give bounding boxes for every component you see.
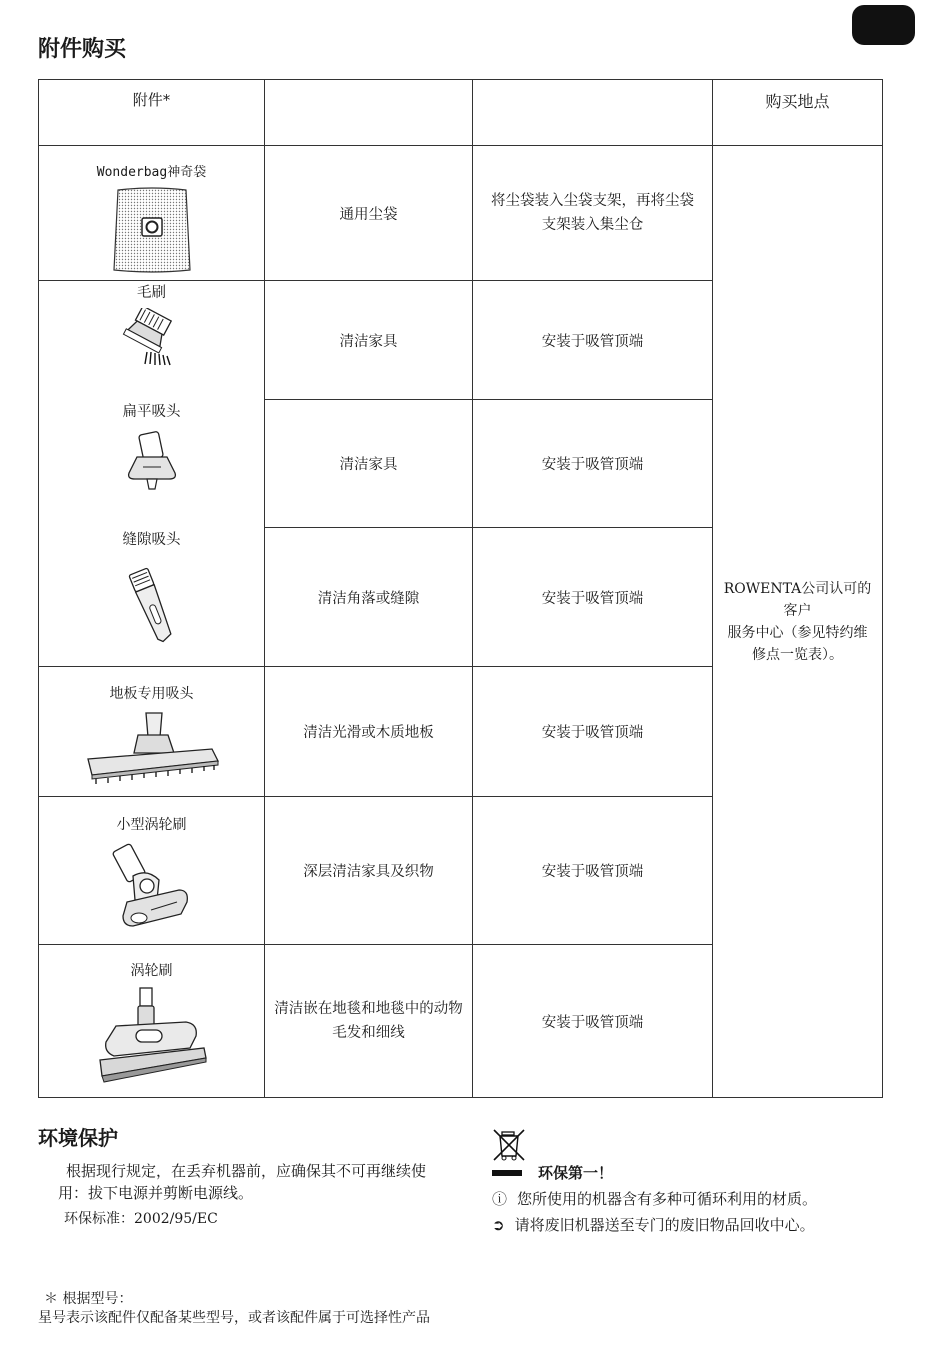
dusting-brush-icon bbox=[117, 308, 187, 368]
crossed-bin-icon bbox=[492, 1128, 526, 1162]
accessory-name: 缝隙吸头 bbox=[122, 532, 181, 548]
accessory-name: 毛刷 bbox=[137, 285, 166, 301]
header-col3 bbox=[473, 80, 713, 146]
page-title: 附件购买 bbox=[38, 37, 127, 62]
environment-line: 根据现行规定，在丢弃机器前，应确保其不可再继续使 bbox=[66, 1162, 427, 1180]
usage-cell: 清洁角落或缝隙 bbox=[265, 528, 473, 667]
accessory-cell bbox=[39, 797, 265, 945]
where-to-buy-cell bbox=[713, 146, 883, 1098]
eco-recycle-row bbox=[492, 1212, 817, 1238]
usage-cell: 清洁家具 bbox=[265, 281, 473, 400]
fitting-cell: 安装于吸管顶端 bbox=[473, 797, 713, 945]
eco-recycle-text: 请将废旧机器送至专门的废旧物品回收中心。 bbox=[514, 1216, 815, 1234]
accessory-name: 小型涡轮刷 bbox=[116, 816, 187, 833]
mini-turbo-brush-icon bbox=[107, 840, 197, 936]
footnote bbox=[38, 1290, 430, 1328]
fitting-cell: 安装于吸管顶端 bbox=[473, 281, 713, 400]
fitting-cell: 安装于吸管顶端 bbox=[473, 400, 713, 528]
arrow-icon: ➲ bbox=[492, 1216, 505, 1234]
fitting-cell: 安装于吸管顶端 bbox=[473, 528, 713, 667]
eco-slogan: 环保第一！ bbox=[538, 1164, 614, 1182]
turbo-brush-icon bbox=[92, 986, 212, 1090]
usage-cell: 清洁光滑或木质地板 bbox=[265, 667, 473, 797]
eco-info-text: 您所使用的机器含有多种可循环利用的材质。 bbox=[517, 1190, 818, 1208]
accessory-name: 扁平吸头 bbox=[122, 404, 181, 420]
accessories-table bbox=[38, 79, 883, 1098]
table-row bbox=[39, 146, 883, 281]
dust-bag-icon bbox=[112, 186, 192, 274]
header-col2 bbox=[265, 80, 473, 146]
fitting-line: 支架装入集尘仓 bbox=[541, 217, 644, 233]
usage-line: 清洁嵌在地毯和地毯中的动物 bbox=[274, 1001, 463, 1017]
environment-paragraph bbox=[58, 1160, 468, 1230]
environment-standard: 环保标准：2002/95/EC bbox=[64, 1211, 218, 1227]
accessory-cell bbox=[39, 146, 265, 281]
upholstery-nozzle-icon bbox=[117, 427, 187, 497]
where-line: 修点一览表）。 bbox=[752, 646, 843, 663]
page-tab-marker bbox=[852, 5, 915, 45]
accessory-name: 地板专用吸头 bbox=[109, 685, 194, 702]
fitting-cell: 安装于吸管顶端 bbox=[473, 667, 713, 797]
eco-info-row bbox=[492, 1186, 817, 1212]
header-accessory: 附件* bbox=[39, 80, 265, 146]
usage-cell bbox=[265, 945, 473, 1098]
crevice-nozzle-icon bbox=[117, 565, 187, 647]
parquet-brush-icon bbox=[82, 709, 222, 789]
accessory-block bbox=[39, 400, 264, 497]
usage-cell: 通用尘袋 bbox=[265, 146, 473, 281]
fitting-line: 将尘袋装入尘袋支架，再将尘袋 bbox=[491, 193, 694, 209]
eco-notes bbox=[492, 1160, 817, 1238]
accessory-block bbox=[39, 281, 264, 368]
footnote-line: ＊ 根据型号： bbox=[44, 1291, 133, 1307]
header-where: 购买地点 bbox=[713, 80, 883, 146]
accessory-name: 涡轮刷 bbox=[130, 963, 173, 979]
accessory-cell-group bbox=[39, 281, 265, 667]
usage-cell: 深层清洁家具及织物 bbox=[265, 797, 473, 945]
footnote-line: 星号表示该配件仅配备某些型号，或者该配件属于可选择性产品 bbox=[38, 1310, 430, 1326]
table-header-row bbox=[39, 80, 883, 146]
usage-line: 毛发和细线 bbox=[332, 1025, 405, 1041]
black-bar-icon bbox=[492, 1170, 522, 1176]
fitting-cell bbox=[473, 146, 713, 281]
info-icon: ⓘ bbox=[492, 1190, 508, 1208]
accessory-name: Wonderbag神奇袋 bbox=[96, 164, 207, 180]
fitting-cell: 安装于吸管顶端 bbox=[473, 945, 713, 1098]
accessory-block bbox=[39, 528, 264, 647]
where-line: ROWENTA公司认可的客户 bbox=[723, 580, 872, 619]
where-line: 服务中心（参见特约维 bbox=[727, 624, 868, 641]
environment-line: 用：拔下电源并剪断电源线。 bbox=[58, 1184, 254, 1202]
environment-title: 环境保护 bbox=[38, 1126, 118, 1150]
accessory-cell bbox=[39, 667, 265, 797]
usage-cell: 清洁家具 bbox=[265, 400, 473, 528]
eco-slogan-row bbox=[492, 1160, 817, 1186]
accessory-cell bbox=[39, 945, 265, 1098]
